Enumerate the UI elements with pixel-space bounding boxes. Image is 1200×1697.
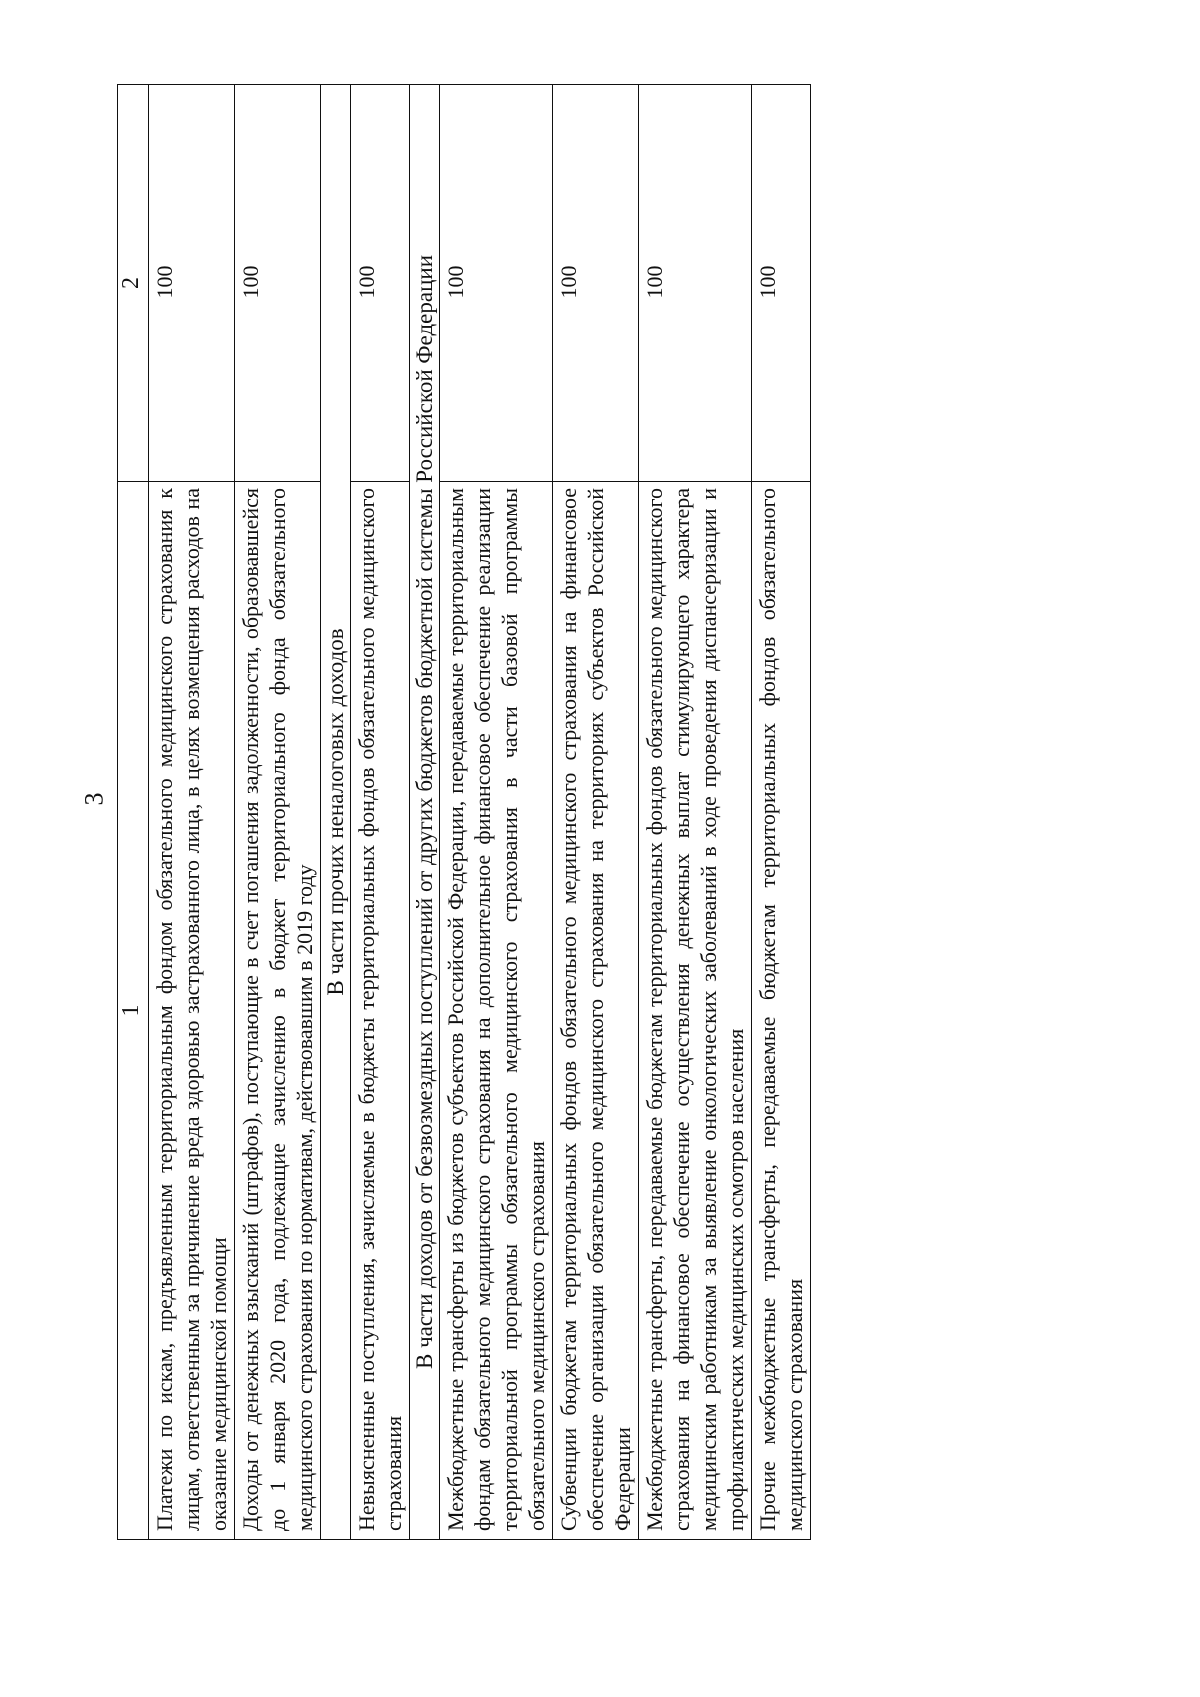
- table-row: [351, 85, 410, 1540]
- page-number: 3: [79, 792, 109, 806]
- section-row: [410, 85, 440, 1540]
- header-row: [118, 85, 149, 1540]
- table-row: [440, 85, 553, 1540]
- revenue-description: Межбюджетные трансферты из бюджетов субъектов Российской Федерации, передаваемые территориальным фондам обязательного медицинского страхования на дополнительное финансовое обеспечение реализации территориальной программы обязательного медицинского страхования в части базовой программы обязательного медицинского страхования: [440, 482, 553, 1540]
- rotated-table-wrapper: [117, 85, 807, 1540]
- revenue-description: Субвенции бюджетам территориальных фондов обязательного медицинского страхования на финансовое обеспечение организации обязательного медицинского страхования на территориях субъектов Российской Федерации: [553, 482, 639, 1540]
- section-heading: В части доходов от безвозмездных поступлений от других бюджетов бюджетной системы Российской Федерации: [410, 85, 440, 1540]
- revenue-normative: 100: [440, 85, 553, 482]
- revenue-normative: 100: [351, 85, 410, 482]
- revenue-normative: 100: [235, 85, 321, 482]
- revenue-description: Доходы от денежных взысканий (штрафов), поступающие в счет погашения задолженности, образовавшейся до 1 января 2020 года, подлежащие зачислению в бюджет территориального фонда обязательного медицинского страхования по нормативам, действовавшим в 2019 году: [235, 482, 321, 1540]
- revenue-description: Платежи по искам, предъявленным территориальным фондом обязательного медицинского страхования к лицам, ответственным за причинение вреда здоровью застрахованного лица, в целях возмещения расходов на оказание медицинской помощи: [149, 482, 235, 1540]
- revenue-normative: 100: [553, 85, 639, 482]
- revenue-description: Невыясненные поступления, зачисляемые в бюджеты территориальных фондов обязательного медицинского страхования: [351, 482, 410, 1540]
- table-row: [752, 85, 811, 1540]
- revenue-normative: 100: [752, 85, 811, 482]
- revenue-description: Прочие межбюджетные трансферты, передаваемые бюджетам территориальных фондов обязательного медицинского страхования: [752, 482, 811, 1540]
- table-row: [149, 85, 235, 1540]
- table-row: [553, 85, 639, 1540]
- header-col-1: 1: [118, 482, 149, 1540]
- revenue-description: Межбюджетные трансферты, передаваемые бюджетам территориальных фондов обязательного медицинского страхования на финансовое обеспечение осуществления денежных выплат стимулирующего характера медицинским работникам за выявление онкологических заболеваний в ходе проведения диспансеризации и профилактических медицинских осмотров населения: [639, 482, 752, 1540]
- revenue-normative: 100: [149, 85, 235, 482]
- section-row: [321, 85, 351, 1540]
- revenue-normative: 100: [639, 85, 752, 482]
- table-row: [639, 85, 752, 1540]
- table-row: [235, 85, 321, 1540]
- revenue-table: [117, 84, 811, 1540]
- header-col-2: 2: [118, 85, 149, 482]
- section-heading: В части прочих неналоговых доходов: [321, 85, 351, 1540]
